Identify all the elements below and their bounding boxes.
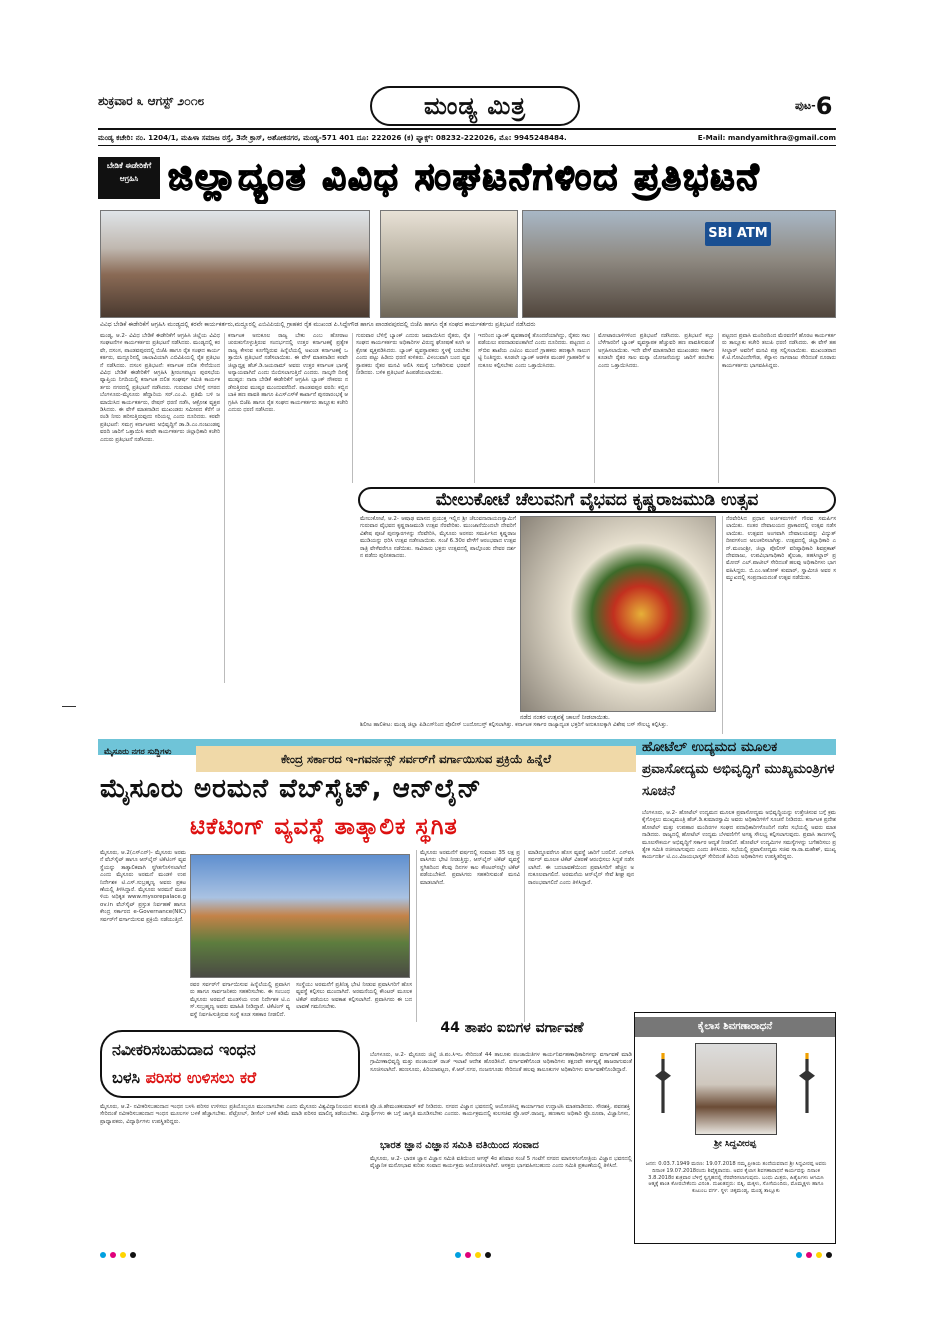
masthead: ಮಂಡ್ಯ ಮಿತ್ರ [370, 86, 580, 126]
lead-column-5: ಮೋಟಾರಬಾಳಿಗಳಿಂದ ಪ್ರತಿಭಟನೆ ನಡೆಸಿದರು. ಪ್ರತಿಭಟನೆ ಕಬ್ಬು ಬೆಳೆಗಾರರಿಗೆ ಬ್ಯಾಂಕ್ ವ್ಯವಸ್ಥಾಪಕ ಹೆಚ್ಚುವರಿ ಹಣ ಪಾವತಿಸುವಂತೆ ಅಗ್ರಹಿಸಲಾಯಿತು. ಇದೇ ವೇಳೆ ಮಾತನಾಡಿದ ಮುಖಂಡರು ಸರ್ಕಾರ ಕೂಡಲೇ ರೈತರ ಸಾಲ ಮನ್ನಾ ಯೋಜನೆಯನ್ನು ಜಾರಿಗೆ ತರಬೇಕು ಎಂದು ಒತ್ತಾಯಿಸಿದರು. [594, 333, 714, 483]
mysuru-strip-label: ಮೈಸೂರು ನಗರ ಸುದ್ದಿಗಳು [104, 747, 172, 756]
fuel-headline [100, 1030, 360, 1098]
lead-headline: ಜಿಲ್ಲಾದ್ಯಂತ ವಿವಿಧ ಸಂಘಟನೆಗಳಿಂದ ಪ್ರತಿಭಟನೆ [168, 155, 761, 198]
lead-column-1: ಮಂಡ್ಯ, ಆ.2- ವಿವಿಧ ಬೇಡಿಕೆ ಈಡೇರಿಕೆಗೆ ಆಗ್ರಹಿಸಿ ಜಿಲ್ಲೆಯ ವಿವಿಧ ಸಂಘಟನೆಗಳ ಕಾರ್ಯಕರ್ತರು ಪ್ರತಿಭಟನೆ ನಡೆಸಿದರು. ಮಂಡ್ಯದಲ್ಲಿ ಕರವೇ, ದಸಂಸ, ಪಾಂಡವಪುರದಲ್ಲಿ ಬಿಜೆಪಿ ಹಾಗೂ ರೈತ ಸಂಘದ ಕಾರ್ಯಕರ್ತರು, ಮದ್ದೂರಿನಲ್ಲಿ ಚಾಲಾವಿಯಾಗಿ ಎಬಿವಿಪಿಯಲ್ಲಿ ರೈತ ಪ್ರತಿಭಟನೆ ನಡೆಸಿದರು. ದಸಂಸ ಪ್ರತಿಭಟನೆ: ಕರ್ನಾಟಕ ದಲಿತ ಸೇನೆಯಿಂದ ವಿವಿಧ ಬೇಡಿಕೆ ಈಡೇರಿಕೆಗೆ ಆಗ್ರಹಿಸಿ ಶ್ರೀರಂಗಪಟ್ಟಣ ಪುರಸಭೆಯ ವ್ಯಾಪ್ತಿಯ ನಿಗದಿಯಲ್ಲಿ ಕರ್ನಾಟಕ ದಲಿತ ಸಂಘರ್ಷ ಸಮಿತಿ ಕಾರ್ಯಕರ್ತರು ನಗರದಲ್ಲಿ ಪ್ರತಿಭಟನೆ ನಡೆಸಿದರು. ಗುರುವಾರ ಬೆಳಿಗ್ಗೆ ನಗರದ ಬೆಂಗಳೂರು-ಮೈಸೂರು ಹೆದ್ದಾರಿಯ ಸರ್.ಎಂ.ವಿ. ಪ್ರತಿಮೆ ಬಳಿ ಜಮಾಯಿಸಿದ ಕಾರ್ಯಕರ್ತರು, ರೇಷನ್ ಧರಣಿ ನಡೆಸಿ, ಆಕ್ರೋಶ ವ್ಯಕ್ತಪಡಿಸಿದರು. ಈ ವೇಳೆ ಮಾತನಾಡಿದ ಮುಖಂಡರು ಸಮೀಪದ ಕೆರೆಗೆ ಚರಂಡಿ ನೀರು ಹರಿಸುತ್ತಿರುವುದು ಸರಿಯಲ್ಲ ಎಂದು ದೂರಿದರು. ಕರವೇ ಪ್ರತಿಭಟನೆ: ಸಮಗ್ರ ಕರ್ನಾಟಕದ ಅಭಿವೃದ್ಧಿಗೆ ಡಾ.ಡಿ.ಎಂ.ನಂಜುಂಡಪ್ಪ ವರದಿ ಜಾರಿಗೆ ಒತ್ತಾಯಿಸಿ ಕರವೇ ಕಾರ್ಯಕರ್ತರು ಜಿಲ್ಲಾಧಿಕಾರಿ ಕಚೇರಿ ಎದುರು ಪ್ರತಿಭಟನೆ ನಡೆಸಿದರು. [100, 333, 220, 443]
registration-mark [826, 1252, 832, 1258]
page-number-value: 6 [815, 92, 833, 120]
registration-mark [110, 1252, 116, 1258]
palace-column-5: ಮಾಡಿದ್ದೂವರೆಗೂ ಹೊಸ ವ್ಯವಸ್ಥೆ ಜಾರಿಗೆ ಬರಲಿದೆ. ಎನ್‌ಐಸಿ ಸರ್ವರ್ ಮೂಲಕ ಟಿಕೆಟ್ ವಿತರಣೆ ಆರಂಭಿಸಲು ಸಿದ್ಧತೆ ನಡೆಸಲಾಗಿದೆ. ಈ ಬದಲಾವಣೆಯಿಂದ ಪ್ರವಾಸಿಗರಿಗೆ ಹೆಚ್ಚಿನ ಅನುಕೂಲವಾಗಲಿದೆ. ಅರಮನೆಯ ಆನ್‌ಲೈನ್ ಸೇವೆ ಶೀಘ್ರ ಪುನರಾರಂಭವಾಗಲಿದೆ ಎಂದು ತಿಳಿಸಿದ್ದಾರೆ. [524, 850, 634, 1022]
obituary-name: ಶ್ರೀ ಸಿದ್ದವೀರಪ್ಪ [713, 1139, 757, 1149]
page-number [795, 92, 832, 120]
melukote-headline: ಮೇಲುಕೋಟೆ ಚೆಲುವನಿಗೆ ವೈಭವದ ಕೃಷ್ಣರಾಜಮುಡಿ ಉತ್ಸವ [358, 487, 836, 513]
lead-column-3: ಗುರುವಾರ ಬೆಳಿಗ್ಗೆ ಬ್ಯಾಂಕ್ ಎದುರು ಜಮಾಯಿಸಿದ ರೈತರು, ರೈತ ಸಂಘದ ಕಾರ್ಯಕರ್ತರು ಅಧಿಕಾರಿಗಳ ವಿರುದ್ಧ ಘೋಷಣೆ ಕೂಗಿ ಆಕ್ರೋಶ ವ್ಯಕ್ತಪಡಿಸಿದರು. ಬ್ಯಾಂಕ್ ವ್ಯವಸ್ಥಾಪಕರು ಸ್ಥಳಕ್ಕೆ ಬರಬೇಕು ಎಂದು ಪಟ್ಟು ಹಿಡಿದು ಧರಣಿ ಕುಳಿತರು. ವಿಳಂಬವಾಗಿ ಬಂದ ವ್ಯವಸ್ಥಾಪಕರು ರೈತರ ಮನವಿ ಆಲಿಸಿ ಸಮಸ್ಯೆ ಬಗೆಹರಿಸುವ ಭರವಸೆ ನೀಡಿದರು. ಬಳಿಕ ಪ್ರತಿಭಟನೆ ಹಿಂಪಡೆಯಲಾಯಿತು. [352, 333, 470, 483]
issue-date: ಶುಕ್ರವಾರ ೩ ಆಗಸ್ಟ್ ೨೦೧೮ [98, 94, 205, 108]
mysuru-palace-photo [190, 854, 410, 978]
protest-photo-1 [100, 210, 370, 318]
krishnarajamudi-photo [520, 516, 716, 712]
lead-column-4: ಇದರಿಂದ ಬ್ಯಾಂಕ್ ವ್ಯವಹಾರಕ್ಕೆ ತೊಂದರೆಯಾಗಿದ್ದು, ರೈತರು ಸಾಲ ಪಡೆಯಲು ಪರದಾಡುವಂತಾಗಿದೆ ಎಂದು ದೂರಿದರು. ಪಟ್ಟಣದ ಎಸ್‌ಬಿಐ ಶಾಖೆಯ ಎಟಿಎಂ ಮುಂದೆ ಗ್ರಾಹಕರು ಹಣಕ್ಕಾಗಿ ಸಾಲುಗಟ್ಟಿ ನಿಂತಿದ್ದರು. ಕೂಡಲೇ ಬ್ಯಾಂಕ್ ಆಡಳಿತ ಮಂಡಳಿ ಗ್ರಾಹಕರಿಗೆ ಅನುಕೂಲ ಕಲ್ಪಿಸಬೇಕು ಎಂದು ಒತ್ತಾಯಿಸಿದರು. [474, 333, 590, 483]
registration-mark [816, 1252, 822, 1258]
hotel-headline: ಹೋಟೆಲ್ ಉದ್ಯಮದ ಮೂಲಕ ಪ್ರವಾಸೋದ್ಯಮ ಅಭಿವೃದ್ಧಿಗೆ ಮುಖ್ಯಮಂತ್ರಿಗಳ ಸೂಚನೆ [642, 739, 835, 799]
palace-column-1: ಮೈಸೂರು, ಆ.2(ಎಸ್‌ಎನ್)- ಮೈಸೂರು ಅರಮನೆ ವೆಬ್‌ಸೈಟ್ ಹಾಗೂ ಆನ್‌ಲೈನ್ ಟಿಕೆಟಿಂಗ್ ವ್ಯವಸ್ಥೆಯನ್ನು ತಾತ್ಕಾಲಿಕವಾಗಿ ಸ್ಥಗಿತಗೊಳಿಸಲಾಗಿದೆ ಎಂದು ಮೈಸೂರು ಅರಮನೆ ಮಂಡಳಿ ಉಪ ನಿರ್ದೇಶಕ ಟಿ.ಎಸ್.ಸುಬ್ರಹ್ಮಣ್ಯ ಅವರು ಪ್ರಕಟಣೆಯಲ್ಲಿ ತಿಳಿಸಿದ್ದಾರೆ. ಮೈಸೂರು ಅರಮನೆ ಮಂಡಳಿಯ ಅಧಿಕೃತ www.mysorepalace.gov.in ವೆಬ್‌ಸೈಟ್ ಪ್ರಸ್ತುತ ನಿರ್ವಹಣೆ ಹಾಗೂ ಕೇಂದ್ರ ಸರ್ಕಾರದ e-Governance(NIC) ಸರ್ವರ್‌ಗೆ ವರ್ಗಾಯಿಸುವ ಪ್ರಕ್ರಿಯೆ ನಡೆಯುತ್ತಿದೆ. [100, 850, 186, 923]
sbi-logo: SBI ATM [705, 222, 771, 246]
address-text: ಮಂಡ್ಯ ಕಚೇರಿ: ನಂ. 1204/1, ಮಹಿಳಾ ಸಮಾಜ ರಸ್ತೆ, 3ನೇ ಕ್ರಾಸ್, ಅಶೋಕನಗರ, ಮಂಡ್ಯ-571 401 ದೂ: 222026 (ಕ) ಫ್ಯಾಕ್ಸ್: 08232-222026, ಮೊ: 9945248484. [98, 133, 567, 142]
bgvs-body: ಮೈಸೂರು, ಆ.2- ಭಾರತ ಜ್ಞಾನ ವಿಜ್ಞಾನ ಸಮಿತಿ ವತಿಯಿಂದ ಆಗಸ್ಟ್ 4ರ ಶನಿವಾರ ಸಂಜೆ 5 ಗಂಟೆಗೆ ನಗರದ ಮಾನಸಗಂಗೋತ್ರಿಯ ವಿಜ್ಞಾನ ಭವನದಲ್ಲಿ ವೈಜ್ಞಾನಿಕ ಮನೋಭಾವ ಕುರಿತು ಸಂವಾದ ಕಾರ್ಯಕ್ರಮ ಆಯೋಜಿಸಲಾಗಿದೆ. ಆಸಕ್ತರು ಭಾಗವಹಿಸಬಹುದು ಎಂದು ಸಮಿತಿ ಪ್ರಕಟಣೆಯಲ್ಲಿ ತಿಳಿಸಿದೆ. [370, 1156, 632, 1170]
oil-lamp-icon [799, 1053, 815, 1113]
registration-mark [120, 1252, 126, 1258]
margin-mark [62, 706, 76, 707]
protest-photo-2 [380, 210, 518, 318]
melukote-caption-2: ಶಿಲೀಟ ಹಾಲಿಕೀಟ: ಮಂಡ್ಯ ಜಿಲ್ಲಾ ಪಿಡಿಎಸ್‌ನಿಂದ ಪೊಲೀಸ್ ಬಂದೋಬಸ್ತ್ ಕಲ್ಪಿಸಲಾಗಿತ್ತು. ಕರ್ನಾಟಕ ಸರ್ಕಾರ ರಾಜ್ಯಾದ್ಯಂತ ಭಕ್ತರಿಗೆ ಅನುಕೂಲಕ್ಕಾಗಿ ವಿಶೇಷ ಬಸ್ ಸೌಲಭ್ಯ ಕಲ್ಪಿಸಿತ್ತು. [360, 722, 669, 728]
oil-lamp-icon [655, 1053, 671, 1113]
office-address [98, 133, 836, 143]
obituary-portrait [695, 1043, 777, 1135]
palace-column-3: ಸಂಸ್ಥೆಯು ಅರಮನೆಗೆ ಪ್ರತಿನಿತ್ಯ ಭೇಟಿ ನೀಡುವ ಪ್ರವಾಸಿಗರಿಗೆ ಹೊಸ ವ್ಯವಸ್ಥೆ ಕಲ್ಪಿಸಲು ಮುಂದಾಗಿದೆ. ಅರಮನೆಯಲ್ಲಿ ಕೌಂಟರ್ ಮೂಲಕ ಟಿಕೆಟ್ ಪಡೆಯಲು ಅವಕಾಶ ಕಲ್ಪಿಸಲಾಗಿದೆ. ಪ್ರವಾಸಿಗರು ಈ ಬದಲಾವಣೆ ಗಮನಿಸಬೇಕು. [296, 982, 412, 1011]
lead-column-6: ಪಟ್ಟಣದ ಪ್ರವಾಸಿ ಮಂದಿರದಿಂದ ಮೆರವಣಿಗೆ ಹೊರಟ ಕಾರ್ಯಕರ್ತರು ತಾಲ್ಲೂಕು ಕಚೇರಿ ತಲುಪಿ ಧರಣಿ ನಡೆಸಿದರು. ಈ ವೇಳೆ ತಹಸೀಲ್ದಾರ್ ಅವರಿಗೆ ಮನವಿ ಪತ್ರ ಸಲ್ಲಿಸಲಾಯಿತು. ಮುಖಂಡರಾದ ಕೆ.ಟಿ.ಗೋವಿಂದೇಗೌಡ, ಕೆನ್ನಾಳು ನಾಗರಾಜು ಸೇರಿದಂತೆ ನೂರಾರು ಕಾರ್ಯಕರ್ತರು ಭಾಗವಹಿಸಿದ್ದರು. [718, 333, 836, 483]
email-text: E-Mail: mandyamithra@gmail.com [697, 133, 836, 142]
melukote-column-right: ನೆರವೇರಿಸಿದ ಪ್ರಧಾನ ಅರ್ಚಕರುಗಳಿಗೆ ಗೌರವ ಸಮರ್ಪಿಸಲಾಯಿತು. ನಂತರ ದೇವಾಲಯದ ಪ್ರಾಕಾರದಲ್ಲಿ ಉತ್ಸವ ನಡೆಸಲಾಯಿತು. ಉತ್ಸವದ ಅಂಗವಾಗಿ ದೇವಾಲಯವನ್ನು ವಿದ್ಯುತ್ ದೀಪಗಳಿಂದ ಅಲಂಕರಿಸಲಾಗಿತ್ತು. ಉತ್ಸವದಲ್ಲಿ ಜಿಲ್ಲಾಧಿಕಾರಿ ಎನ್.ಮಂಜುಶ್ರೀ, ಜಿಲ್ಲಾ ಪೊಲೀಸ್ ವರಿಷ್ಠಾಧಿಕಾರಿ ಶಿವಪ್ರಕಾಶ್ ದೇವರಾಜು, ಉಪವಿಭಾಗಾಧಿಕಾರಿ ಶೈಲಜಾ, ತಹಸೀಲ್ದಾರ್ ಪ್ರಮೋದ್ ಎಲ್.ಪಾಟೀಲ್ ಸೇರಿದಂತೆ ಹಲವು ಅಧಿಕಾರಿಗಳು ಭಾಗವಹಿಸಿದ್ದರು. ಬಿ.ಎಂ.ಅಶೋಕ್ ಕುಮಾರ್, ಸ್ವಾಮೀಜಿ ಅವರ ಸಮ್ಮುಖದಲ್ಲಿ ಸಂಪ್ರದಾಯದಂತೆ ಉತ್ಸವ ನಡೆಯಿತು. [722, 516, 836, 734]
melukote-body: ಮೇಲುಕೋಟೆ, ಆ.2- ಆಷಾಢ ಮಾಸದ ಪ್ರಯುಕ್ತ ಇಲ್ಲಿನ ಶ್ರೀ ಚೆಲುವನಾರಾಯಣಸ್ವಾಮಿಗೆ ಗುರುವಾರ ವೈಭವದ ಕೃಷ್ಣರಾಜಮುಡಿ ಉತ್ಸವ ನೆರವೇರಿತು. ಮುಂಜಾನೆಯಿಂದಲೇ ದೇವರಿಗೆ ವಿಶೇಷ ಪೂಜೆ ಪುನಸ್ಕಾರಗಳನ್ನು ನೆರವೇರಿಸಿ, ಮೈಸೂರು ಅರಸರು ಸಮರ್ಪಿಸಿದ ಕೃಷ್ಣರಾಜಮುಡಿಯನ್ನು ಧರಿಸಿ ಉತ್ಸವ ನಡೆಸಲಾಯಿತು. ಸಂಜೆ 6.30ರ ವೇಳೆಗೆ ಆರಂಭವಾದ ಉತ್ಸವ ರಾತ್ರಿ ವೇಳೆವರೆಗೂ ನಡೆಯಿತು. ಸಾವಿರಾರು ಭಕ್ತರು ಉತ್ಸವದಲ್ಲಿ ಪಾಲ್ಗೊಂಡು ದೇವರ ದರ್ಶನ ಪಡೆದು ಪುನೀತರಾದರು. [360, 516, 516, 560]
bgvs-headline: ಭಾರತ ಜ್ಞಾನ ವಿಜ್ಞಾನ ಸಮಿತಿ ವತಿಯಿಂದ ಸಂವಾದ [380, 1140, 539, 1151]
palace-column-2: ರವರ ಸರ್ವರ್‌ಗೆ ವರ್ಗಾಯಿಸುವ ಹಿನ್ನೆಲೆಯಲ್ಲಿ ಪ್ರವಾಸಿಗರು ಹಾಗೂ ಸಾರ್ವಜನಿಕರು ಸಹಕರಿಸಬೇಕು. ಈ ಸಂಬಂಧ ಮೈಸೂರು ಅರಮನೆ ಮಂಡಳಿಯ ಉಪ ನಿರ್ದೇಶಕ ಟಿ.ಎಸ್.ಸುಬ್ರಹ್ಮಣ್ಯ ಅವರು ಮಾಹಿತಿ ನೀಡಿದ್ದಾರೆ. ಟಿಕೆಟಿಂಗ್ ವ್ಯವಸ್ಥೆ ನಿರ್ವಹಿಸುತ್ತಿರುವ ಸಂಸ್ಥೆ ಕೂಡ ಸಹಕಾರ ನೀಡಲಿದೆ. [190, 982, 290, 1018]
header-rule [98, 128, 836, 130]
obituary-box [634, 1012, 836, 1244]
registration-mark [796, 1252, 802, 1258]
transfer-body: ಬೆಂಗಳೂರು, ಆ.2- ಮೈಸೂರು ಜಿಲ್ಲೆ ಜಿ.ಪಂ.ಸಿಇಒ ಸೇರಿದಂತೆ 44 ತಾಲೂಕು ಪಂಚಾಯಿತಿಗಳ ಕಾರ್ಯನಿರ್ವಹಣಾಧಿಕಾರಿಗಳನ್ನು ವರ್ಗಾವಣೆ ಮಾಡಿ ಗ್ರಾಮೀಣಾಭಿವೃದ್ಧಿ ಮತ್ತು ಪಂಚಾಯತ್ ರಾಜ್ ಇಲಾಖೆ ಆದೇಶ ಹೊರಡಿಸಿದೆ. ವರ್ಗಾವಣೆಗೊಂಡ ಅಧಿಕಾರಿಗಳು ತಕ್ಷಣವೇ ಕರ್ತವ್ಯಕ್ಕೆ ಹಾಜರಾಗುವಂತೆ ಸೂಚಿಸಲಾಗಿದೆ. ಹುಣಸೂರು, ಪಿರಿಯಾಪಟ್ಟಣ, ಕೆ.ಆರ್.ನಗರ, ನಂಜನಗೂಡು ಸೇರಿದಂತೆ ಹಲವು ತಾಲೂಕುಗಳ ಅಧಿಕಾರಿಗಳು ವರ್ಗಾವಣೆಗೊಂಡಿದ್ದಾರೆ. [370, 1052, 632, 1073]
palace-headline-2: ಟಿಕೆಟಿಂಗ್ ವ್ಯವಸ್ಥೆ ತಾತ್ಕಾಲಿಕ ಸ್ಥಗಿತ [190, 814, 458, 840]
address-rule [98, 145, 836, 146]
melukote-caption: ನಡೆದ ನಂತರ ಉತ್ಸವಕ್ಕೆ ಚಾಲನೆ ನೀಡಲಾಯಿತು. [520, 714, 610, 721]
registration-mark [806, 1252, 812, 1258]
fuel-headline-line-2b: ಪರಿಸರ ಉಳಿಸಲು ಕರೆ [145, 1068, 257, 1087]
registration-mark [475, 1252, 481, 1258]
registration-mark [465, 1252, 471, 1258]
palace-kicker: ಕೇಂದ್ರ ಸರ್ಕಾರದ ಇ-ಗವರ್ನನ್ಸ್ ಸರ್ವರ್‌ಗೆ ವರ್ಗಾಯಿಸುವ ಪ್ರಕ್ರಿಯೆ ಹಿನ್ನೆಲೆ [196, 746, 636, 772]
fuel-headline-line-2 [112, 1064, 348, 1092]
fuel-headline-line-2a: ಬಳಸಿ [112, 1068, 146, 1087]
transfer-headline: 44 ತಾಪಂ ಐಬಿಗಳ ವರ್ಗಾವಣೆ [440, 1020, 584, 1036]
fuel-headline-line-1: ನವೀಕರಿಸಬಹುದಾದ ಇಂಧನ [112, 1040, 256, 1059]
sbi-atm-photo [522, 210, 836, 318]
registration-mark [100, 1252, 106, 1258]
hotel-body: ಬೆಂಗಳೂರು, ಆ.2- ಹೋಟೆಲ್ ಉದ್ಯಮದ ಮೂಲಕ ಪ್ರವಾಸೋದ್ಯಮ ಅಭಿವೃದ್ಧಿಯನ್ನು ಉತ್ತೇಜಿಸುವ ಬಗ್ಗೆ ಕ್ರಮ ಕೈಗೊಳ್ಳಲು ಮುಖ್ಯಮಂತ್ರಿ ಹೆಚ್.ಡಿ.ಕುಮಾರಸ್ವಾಮಿ ಅವರು ಅಧಿಕಾರಿಗಳಿಗೆ ಸೂಚನೆ ನೀಡಿದರು. ಕರ್ನಾಟಕ ಪ್ರದೇಶ ಹೋಟೆಲ್ ಮತ್ತು ಉಪಹಾರ ಮಂದಿರಗಳ ಸಂಘದ ಪದಾಧಿಕಾರಿಗಳೊಂದಿಗೆ ನಡೆದ ಸಭೆಯಲ್ಲಿ ಅವರು ಮಾತನಾಡಿದರು. ರಾಜ್ಯದಲ್ಲಿ ಹೋಟೆಲ್ ಉದ್ಯಮ ಬೆಳವಣಿಗೆಗೆ ಅಗತ್ಯ ಸೌಲಭ್ಯ ಕಲ್ಪಿಸಲಾಗುವುದು. ಪ್ರವಾಸಿ ತಾಣಗಳಲ್ಲಿ ಮೂಲಸೌಕರ್ಯ ಅಭಿವೃದ್ಧಿಗೆ ಸರ್ಕಾರ ಆದ್ಯತೆ ನೀಡಲಿದೆ. ಹೋಟೆಲ್ ಉದ್ಯಮಿಗಳ ಸಮಸ್ಯೆಗಳನ್ನು ಬಗೆಹರಿಸಲು ಪ್ರತ್ಯೇಕ ಸಮಿತಿ ರಚಿಸಲಾಗುವುದು ಎಂದು ತಿಳಿಸಿದರು. ಸಭೆಯಲ್ಲಿ ಪ್ರವಾಸೋದ್ಯಮ ಸಚಿವ ಸಾ.ರಾ.ಮಹೇಶ್, ಮುಖ್ಯ ಕಾರ್ಯದರ್ಶಿ ಟಿ.ಎಂ.ವಿಜಯಭಾಸ್ಕರ್ ಸೇರಿದಂತೆ ಹಿರಿಯ ಅಧಿಕಾರಿಗಳು ಉಪಸ್ಥಿತರಿದ್ದರು. [642, 810, 836, 861]
page-label: ಪುಟ- [795, 99, 816, 112]
lead-column-2: ಕರ್ನಾಟಕ ಅನುಕೂಲ ರಾಜ್ಯ ಬೇಕು ಎಂಬ ಹೋರಾಟ ಚುರುಕುಗೊಳ್ಳುತ್ತಿರುವ ಸಂದರ್ಭದಲ್ಲಿ ಉತ್ತರ ಕರ್ನಾಟಕಕ್ಕೆ ಪ್ರತ್ಯೇಕ ರಾಜ್ಯ ಕೇಳುವ ಕೂಗೆದ್ದಿರುವ ಹಿನ್ನೆಲೆಯಲ್ಲಿ ಅಖಂಡ ಕರ್ನಾಟಕಕ್ಕೆ ಒತ್ತಾಯಿಸಿ ಪ್ರತಿಭಟನೆ ನಡೆಸಲಾಯಿತು. ಈ ವೇಳೆ ಮಾತನಾಡಿದ ಕರವೇ ಜಿಲ್ಲಾಧ್ಯಕ್ಷ ಹೆಚ್.ಡಿ.ಜಯರಾಮ್ ಅವರು ಉತ್ತರ ಕರ್ನಾಟಕ ಭಾಗಕ್ಕೆ ಅನ್ಯಾಯವಾಗಿದೆ ಎಂದು ಬಿಂಬಿಸಲಾಗುತ್ತಿದೆ ಎಂದರು. ನಾಲ್ಕನೇ ದಿನಕ್ಕೆ ಮುಷ್ಕರ: ನಾನಾ ಬೇಡಿಕೆ ಈಡೇರಿಕೆಗೆ ಆಗ್ರಹಿಸಿ ಬ್ಯಾಂಕ್ ನೌಕರರು ನಡೆಸುತ್ತಿರುವ ಮುಷ್ಕರ ಮುಂದುವರೆದಿದೆ. ಪಾಂಡವಪುರ ವರದಿ: ಕಬ್ಬಿನ ಬಾಕಿ ಹಣ ಪಾವತಿ ಹಾಗೂ ಪಿಎಸ್‌ಎಸ್‌ಕೆ ಕಾರ್ಖಾನೆ ಪುನರಾರಂಭಕ್ಕೆ ಆಗ್ರಹಿಸಿ ಬಿಜೆಪಿ ಹಾಗೂ ರೈತ ಸಂಘದ ಕಾರ್ಯಕರ್ತರು ತಾಲ್ಲೂಕು ಕಚೇರಿ ಎದುರು ಧರಣಿ ನಡೆಸಿದರು. [224, 333, 348, 683]
registration-mark [130, 1252, 136, 1258]
obituary-body: ಜನನ: 0.03.7.1949 ಮರಣ: 19.07.2018 ನಮ್ಮ ಪ್ರೀತಿಯ ತಂದೆಯವರಾದ ಶ್ರೀ ಸಿದ್ದವೀರಪ್ಪ ಅವರು ದಿನಾಂಕ 19.07.2018ರಂದು ಶಿವೈಕ್ಯರಾದರು. ಅವರ ಕೈಲಾಸ ಶಿವಗಣಾರಾಧನೆ ಕಾರ್ಯವನ್ನು ದಿನಾಂಕ 3.8.2018ರ ಶುಕ್ರವಾರ ಬೆಳಿಗ್ಗೆ ಸ್ವಗೃಹದಲ್ಲಿ ನೆರವೇರಿಸಲಾಗುವುದು. ಬಂಧು ಮಿತ್ರರು, ಹಿತೈಷಿಗಳು ಆಗಮಿಸಿ ಆತ್ಮಕ್ಕೆ ಶಾಂತಿ ಕೋರಬೇಕೆಂದು ವಿನಂತಿ. ದುಃಖತಪ್ತರು: ಪತ್ನಿ, ಮಕ್ಕಳು, ಸೊಸೆಯಂದಿರು, ಮೊಮ್ಮಕ್ಕಳು ಹಾಗೂ ಕುಟುಂಬ ವರ್ಗ. ಸ್ಥಳ: ಚಿಕ್ಕಮಂಡ್ಯ, ಮಂಡ್ಯ ತಾಲ್ಲೂಕು [645, 1161, 827, 1195]
fuel-body: ಮೈಸೂರು, ಆ.2- ನವೀಕರಿಸಬಹುದಾದ ಇಂಧನ ಬಳಸಿ ಪರಿಸರ ಉಳಿಸಲು ಪ್ರತಿಯೊಬ್ಬರೂ ಮುಂದಾಗಬೇಕು ಎಂದು ಮೈಸೂರು ವಿಶ್ವವಿದ್ಯಾನಿಲಯದ ಕುಲಪತಿ ಪ್ರೊ.ಜಿ.ಹೇಮಂತಕುಮಾರ್ ಕರೆ ನೀಡಿದರು. ನಗರದ ವಿಜ್ಞಾನ ಭವನದಲ್ಲಿ ಆಯೋಜಿಸಿದ್ದ ಕಾರ್ಯಾಗಾರ ಉದ್ಘಾಟಿಸಿ ಮಾತನಾಡಿದರು. ಸೌರಶಕ್ತಿ, ಪವನಶಕ್ತಿ ಸೇರಿದಂತೆ ನವೀಕರಿಸಬಹುದಾದ ಇಂಧನ ಮೂಲಗಳ ಬಳಕೆ ಹೆಚ್ಚಾಗಬೇಕು. ಪೆಟ್ರೋಲ್, ಡೀಸೆಲ್ ಬಳಕೆ ಕಡಿಮೆ ಮಾಡಿ ಪರಿಸರ ಮಾಲಿನ್ಯ ತಡೆಯಬೇಕು. ವಿದ್ಯಾರ್ಥಿಗಳು ಈ ಬಗ್ಗೆ ಜಾಗೃತಿ ಮೂಡಿಸಬೇಕು ಎಂದರು. ಕಾರ್ಯಕ್ರಮದಲ್ಲಿ ಕುಲಸಚಿವ ಪ್ರೊ.ಆರ್.ರಾಜಣ್ಣ, ಹಣಕಾಸು ಅಧಿಕಾರಿ ಪ್ರೊ.ರೂಪಾ, ವಿಜ್ಞಾನಿಗಳು, ಪ್ರಾಧ್ಯಾಪಕರು, ವಿದ್ಯಾರ್ಥಿಗಳು ಉಪಸ್ಥಿತರಿದ್ದರು. [100, 1104, 630, 1125]
registration-mark [485, 1252, 491, 1258]
obituary-title: ಕೈಲಾಸ ಶಿವಗಣಾರಾಧನೆ [635, 1017, 835, 1037]
palace-column-4: ಮೈಸೂರು ಅರಮನೆಗೆ ವರ್ಷದಲ್ಲಿ ಸುಮಾರು 35 ಲಕ್ಷ ಪ್ರವಾಸಿಗರು ಭೇಟಿ ನೀಡುತ್ತಿದ್ದು, ಆನ್‌ಲೈನ್ ಟಿಕೆಟ್ ವ್ಯವಸ್ಥೆ ಸ್ಥಗಿತದಿಂದ ಕೆಲವು ದಿನಗಳ ಕಾಲ ಕೌಂಟರ್‌ನಲ್ಲೇ ಟಿಕೆಟ್ ಪಡೆಯಬೇಕಿದೆ. ಪ್ರವಾಸಿಗರು ಸಹಕರಿಸುವಂತೆ ಮನವಿ ಮಾಡಲಾಗಿದೆ. [416, 850, 520, 1022]
lead-photo-caption: ವಿವಿಧ ಬೇಡಿಕೆ ಈಡೇರಿಕೆಗೆ ಆಗ್ರಹಿಸಿ ಮಂಡ್ಯದಲ್ಲಿ ಕರವೇ ಕಾರ್ಯಕರ್ತರು,ಮದ್ದೂರಲ್ಲಿ ಎಬಿವಿಪಿಯಲ್ಲಿ ಗ್ರಾಹಕರ ರೈತ ಮುಖಂಡ ಪಿ.ಸಿದ್ದೇಗೌಡ ಹಾಗೂ ಪಾಂಡವಪುರದಲ್ಲಿ ಬಿಜೆಪಿ ಹಾಗೂ ರೈತ ಸಂಘದ ಕಾರ್ಯಕರ್ತರು ಪ್ರತಿಭಟನೆ ನಡೆಸಿದರು [100, 321, 536, 328]
lead-tag: ಬೇಡಿಕೆ ಈಡೇರಿಕೆಗೆ ಆಗ್ರಹಿಸಿ [98, 157, 160, 199]
palace-headline-1: ಮೈಸೂರು ಅರಮನೆ ವೆಬ್‌ಸೈಟ್, ಆನ್‌ಲೈನ್ [100, 774, 482, 804]
registration-mark [455, 1252, 461, 1258]
